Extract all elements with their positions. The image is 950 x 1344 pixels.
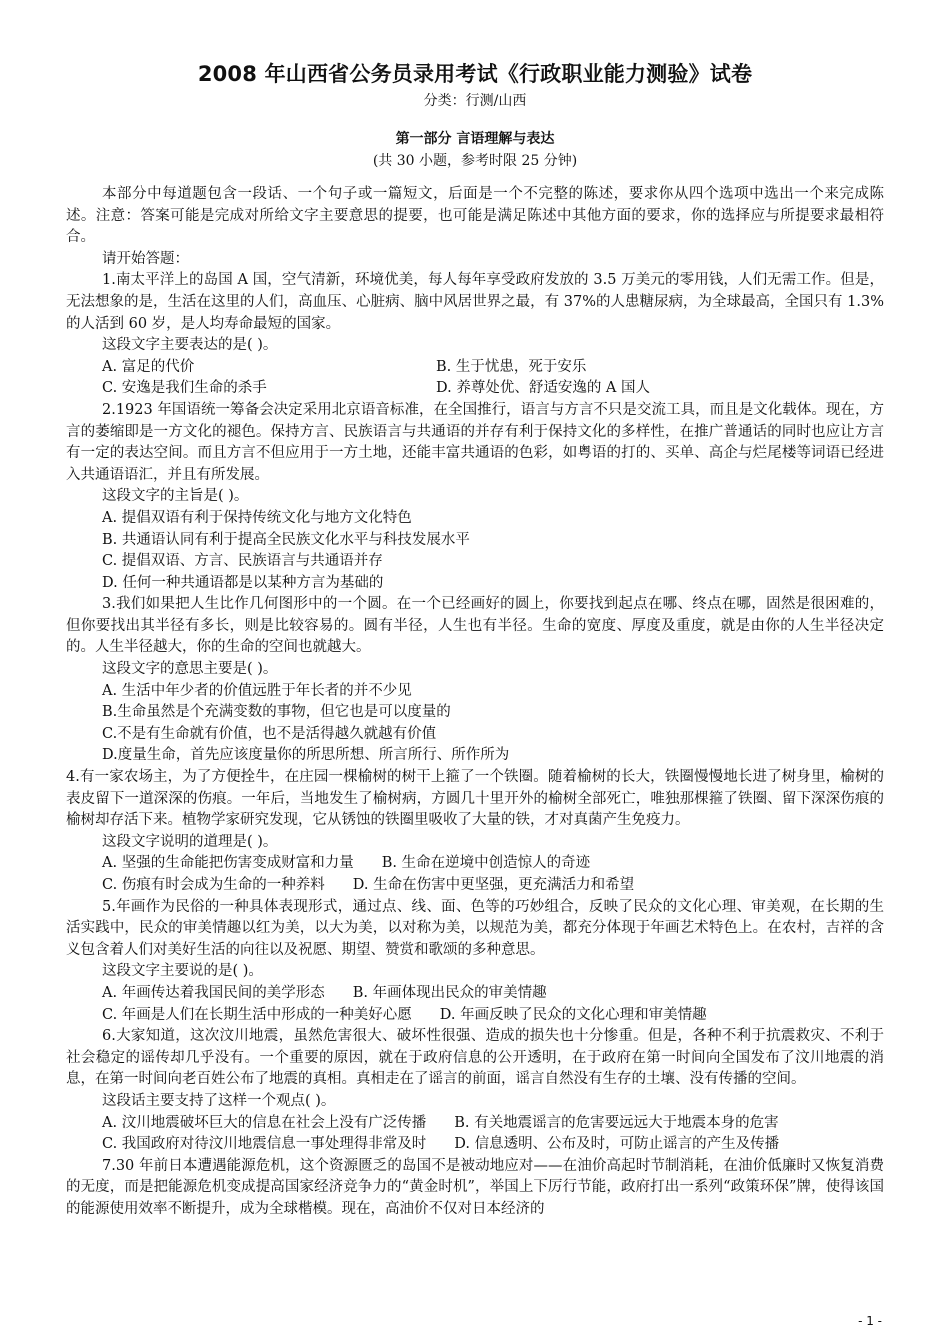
question-3-option-d: D.度量生命，首先应该度量你的所思所想、所言所行、所作所为: [102, 747, 510, 764]
intro-paragraph: 本部分中每道题包含一段话、一个句子或一篇短文，后面是一个不完整的陈述，要求你从四个选项中选出一个来完成陈述。注意：答案可能是完成对所给文字主要意思的提要，也可能是满足陈述中其他方面的要求，你的选择应与所提要求最相符合。: [66, 186, 884, 246]
question-3-option-c: C.不是有生命就有价值，也不是活得越久就越有价值: [102, 725, 437, 742]
part-subtitle: (共 30 小题，参考时限 25 分钟): [372, 153, 578, 169]
question-6-options-row-2: [66, 1134, 884, 1156]
question-1-option-b: B. 生于忧患，死于安乐: [436, 358, 587, 375]
question-3-text: 3.我们如果把人生比作几何图形中的一个圆。在一个已经画好的圆上，你要找到起点在哪、终点在哪，固然是很困难的，但你要找出其半径有多长，则是比较容易的。圆有半径，人生也有半径。生命的宽度、厚度及重度，就是由你的人生半径决定的。人生半径越大，你的生命的空间也就越大。: [66, 596, 884, 656]
document-body: [66, 184, 884, 1221]
document-category: 分类：行测/山西: [423, 93, 527, 109]
document-title: 2008 年山西省公务员录用考试《行政职业能力测验》试卷: [197, 62, 753, 86]
page-number: - 1 -: [858, 1314, 882, 1328]
question-1-stem: 这段文字主要表达的是( )。: [102, 337, 278, 354]
question-1-text: 1.南太平洋上的岛国 A 国，空气清新，环境优美，每人每年享受政府发放的 3.5 万美元的零用钱，人们无需工作。但是，无法想象的是，生活在这里的人们，高血压、心脏病、脑中风居世界之最，有 37%的人患糖尿病，为全球最高，全国只有 1.3%的人活到 60 岁，是人均寿命最短的国家。: [66, 272, 884, 332]
question-5-options-row-2: [66, 1005, 884, 1027]
question-4-option-b: B. 生命在逆境中创造惊人的奇迹: [381, 855, 591, 872]
question-3-option-b: B.生命虽然是个充满变数的事物，但它也是可以度量的: [102, 704, 451, 721]
question-5-option-c: C. 年画是人们在长期生活中形成的一种美好心愿: [102, 1006, 412, 1023]
question-2-option-c: C. 提倡双语、方言、民族语言与共通语并存: [102, 553, 383, 570]
question-1-options-row-1: [66, 357, 884, 379]
question-2-option-d: D. 任何一种共通语都是以某种方言为基础的: [102, 574, 384, 591]
part-title: 第一部分 言语理解与表达: [395, 131, 555, 147]
question-6-option-b: B. 有关地震谣言的危害要远远大于地震本身的危害: [454, 1114, 779, 1131]
question-1-options-row-2: [66, 378, 884, 400]
question-6-option-c: C. 我国政府对待汶川地震信息一事处理得非常及时: [102, 1136, 427, 1153]
question-2-text: 2.1923 年国语统一筹备会决定采用北京语音标准，在全国推行，语言与方言不只是交流工具，而且是文化载体。现在，方言的萎缩即是一方文化的褪色。保持方言、民族语言与共通语的并存有利于保持文化的多样性，在推广普通话的同时也应让方言有一定的表达空间。而且方言不但应用于一方土地，还能丰富共通语的色彩，如粤语的打的、买单、高企与烂尾楼等词语已经进入共通语语汇，并且有所发展。: [66, 401, 884, 483]
question-1-option-d: D. 养尊处优、舒适安逸的 A 国人: [436, 380, 651, 397]
question-3-option-a: A. 生活中年少者的价值远胜于年长者的并不少见: [102, 682, 412, 699]
question-6-option-d: D. 信息透明、公布及时，可防止谣言的产生及传播: [454, 1136, 780, 1153]
question-4-options-row-2: [66, 875, 884, 897]
start-prompt: 请开始答题：: [102, 250, 189, 267]
question-2-option-b: B. 共通语认同有利于提高全民族文化水平与科技发展水平: [102, 531, 470, 548]
question-1-option-c: C. 安逸是我们生命的杀手: [102, 380, 267, 397]
question-6-option-a: A. 汶川地震破坏巨大的信息在社会上没有广泛传播: [102, 1114, 427, 1131]
question-4-options-row-1: [66, 853, 884, 875]
question-6-text: 6.大家知道，这次汶川地震，虽然危害很大、破坏性很强、造成的损失也十分惨重。但是，各种不利于抗震救灾、不利于社会稳定的谣传却几乎没有。一个重要的原因，就在于政府信息的公开透明，在于政府在第一时间向全国发布了汶川地震的消息，在第一时间向老百姓公布了地震的真相。真相走在了谣言的前面，谣言自然没有生存的土壤、没有传播的空间。: [66, 1028, 884, 1088]
question-6-stem: 这段话主要支持了这样一个观点( )。: [102, 1092, 336, 1109]
question-5-option-b: B. 年画体现出民众的审美情趣: [352, 984, 547, 1001]
question-4-option-a: A. 坚强的生命能把伤害变成财富和力量: [102, 855, 354, 872]
question-4-option-c: C. 伤痕有时会成为生命的一种养料: [102, 877, 325, 893]
question-7-text: 7.30 年前日本遭遇能源危机，这个资源匮乏的岛国不是被动地应对——在油价高起时节制消耗，在油价低廉时又恢复消费的无度，而是把能源危机变成提高国家经济竞争力的“黄金时机”，举国上下厉行节能，政府打出一系列“政策环保”牌，使得该国的能源使用效率不断提升，成为全球楷模。现在，高油价不仅对日本经济的: [66, 1157, 884, 1217]
question-5-option-d: D. 年画反映了民众的文化心理和审美情趣: [439, 1006, 707, 1023]
question-2-stem: 这段文字的主旨是( )。: [102, 488, 249, 505]
question-4-option-d: D. 生命在伤害中更坚强，更充满活力和希望: [352, 877, 635, 893]
question-5-stem: 这段文字主要说的是( )。: [102, 963, 263, 980]
question-5-options-row-1: [66, 983, 884, 1005]
question-2-option-a: A. 提倡双语有利于保持传统文化与地方文化特色: [102, 509, 412, 526]
question-3-stem: 这段文字的意思主要是( )。: [102, 661, 278, 678]
question-5-text: 5.年画作为民俗的一种具体表现形式，通过点、线、面、色等的巧妙组合，反映了民众的文化心理、审美观，在长期的生活实践中，民众的审美情趣以红为美，以大为美，以对称为美，以规范为美，都充分体现于年画艺术特色上。在农村，吉祥的含义包含着人们对美好生活的向往以及祝愿、期望、赞赏和歌颂的多种意思。: [66, 898, 884, 958]
question-5-option-a: A. 年画传达着我国民间的美学形态: [102, 984, 325, 1001]
question-6-options-row-1: [66, 1113, 884, 1135]
question-1-option-a: A. 富足的代价: [102, 358, 195, 375]
question-4-text: 4.有一家农场主，为了方便拴牛，在庄园一棵榆树的树干上箍了一个铁圈。随着榆树的长大，铁圈慢慢地长进了树身里，榆树的表皮留下一道深深的伤痕。一年后，当地发生了榆树病，方圆几十里开外的榆树全部死亡，唯独那棵箍了铁圈、留下深深伤痕的榆树却存活下来。植物学家研究发现，它从锈蚀的铁圈里吸收了大量的铁，才对真菌产生免疫力。: [66, 769, 884, 829]
question-4-stem: 这段文字说明的道理是( )。: [102, 833, 278, 850]
